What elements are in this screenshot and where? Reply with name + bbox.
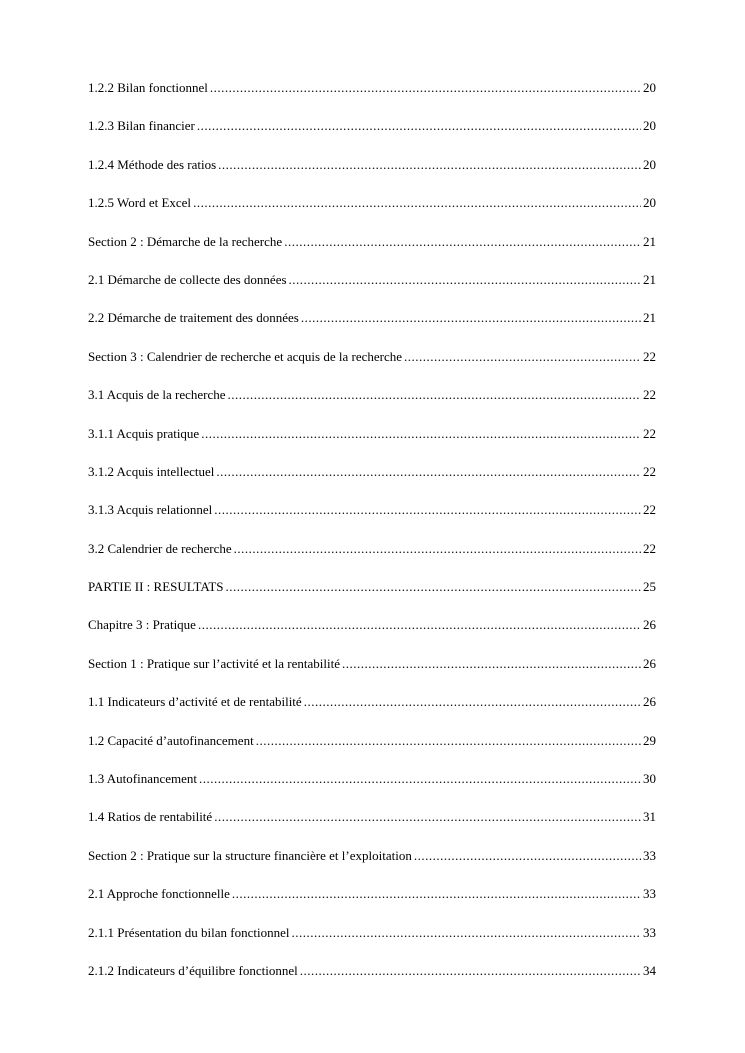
toc-entry[interactable]	[88, 425, 656, 463]
toc-dot-leader	[228, 386, 641, 403]
toc-page-number: 30	[643, 771, 656, 787]
toc-entry-title: 1.2.5 Word et Excel	[88, 195, 192, 211]
toc-page-number: 22	[643, 540, 656, 556]
toc-dot-leader	[214, 808, 641, 825]
toc-dot-leader	[232, 885, 641, 902]
toc-entry[interactable]	[88, 962, 656, 1000]
toc-page-number: 34	[643, 962, 656, 978]
toc-entry[interactable]	[88, 808, 656, 846]
toc-entry[interactable]	[88, 924, 656, 962]
toc-dot-leader	[284, 233, 641, 250]
toc-dot-leader	[289, 271, 641, 288]
toc-dot-leader	[300, 962, 641, 979]
toc-page-number: 33	[643, 886, 656, 902]
toc-page-number: 22	[643, 425, 656, 441]
toc-page-number: 21	[643, 233, 656, 249]
toc-page-number: 22	[643, 502, 656, 518]
toc-entry-title: 2.2 Démarche de traitement des données	[88, 310, 299, 326]
toc-entry[interactable]	[88, 309, 656, 347]
toc-dot-leader	[304, 693, 641, 710]
toc-entry-title: Section 2 : Pratique sur la structure financière et l’exploitation	[88, 847, 412, 863]
toc-page-number: 26	[643, 694, 656, 710]
toc-page-number: 33	[643, 924, 656, 940]
toc-entry-title: 3.1 Acquis de la recherche	[88, 387, 226, 403]
toc-entry-title: 3.1.2 Acquis intellectuel	[88, 463, 215, 479]
toc-entry[interactable]	[88, 501, 656, 539]
toc-entry-title: 1.2 Capacité d’autofinancement	[88, 732, 254, 748]
toc-page-number: 26	[643, 617, 656, 633]
toc-entry-title: 1.2.2 Bilan fonctionnel	[88, 80, 208, 95]
table-of-contents	[88, 79, 656, 1000]
toc-entry[interactable]	[88, 770, 656, 808]
toc-entry-title: PARTIE II : RESULTATS	[88, 579, 224, 595]
toc-entry[interactable]	[88, 847, 656, 885]
toc-page-number: 20	[643, 118, 656, 134]
toc-dot-leader	[291, 924, 641, 941]
toc-entry[interactable]	[88, 271, 656, 309]
toc-entry[interactable]	[88, 540, 656, 578]
toc-entry-title: 3.1.1 Acquis pratique	[88, 425, 200, 441]
toc-entry[interactable]	[88, 194, 656, 232]
toc-entry[interactable]	[88, 233, 656, 271]
toc-entry[interactable]	[88, 156, 656, 194]
toc-dot-leader	[226, 578, 641, 595]
toc-entry-title: 2.1 Démarche de collecte des données	[88, 271, 287, 287]
toc-dot-leader	[414, 847, 641, 864]
toc-dot-leader	[216, 463, 641, 480]
toc-dot-leader	[197, 117, 641, 134]
toc-entry[interactable]	[88, 463, 656, 501]
toc-entry-title: 2.1 Approche fonctionnelle	[88, 886, 230, 902]
toc-dot-leader	[256, 732, 641, 749]
toc-dot-leader	[210, 79, 641, 96]
toc-entry-title: 1.3 Autofinancement	[88, 771, 198, 787]
toc-entry[interactable]	[88, 885, 656, 923]
toc-dot-leader	[199, 770, 641, 787]
toc-page-number: 33	[643, 847, 656, 863]
toc-entry[interactable]	[88, 732, 656, 770]
toc-entry-title: 3.1.3 Acquis relationnel	[88, 502, 213, 518]
toc-dot-leader	[201, 425, 641, 442]
toc-entry-title: 2.1.1 Présentation du bilan fonctionnel	[88, 924, 290, 940]
toc-dot-leader	[193, 194, 641, 211]
toc-entry-title: 1.1 Indicateurs d’activité et de rentabilité	[88, 694, 302, 710]
toc-entry[interactable]	[88, 348, 656, 386]
toc-entry-title: Section 2 : Démarche de la recherche	[88, 233, 283, 249]
toc-page-number: 20	[643, 80, 656, 95]
toc-page-number: 22	[643, 387, 656, 403]
toc-page-number: 25	[643, 579, 656, 595]
toc-dot-leader	[218, 156, 641, 173]
toc-entry-title: 1.2.4 Méthode des ratios	[88, 156, 217, 172]
toc-dot-leader	[404, 348, 641, 365]
toc-entry-title: Section 3 : Calendrier de recherche et acquis de la recherche	[88, 348, 402, 364]
toc-entry[interactable]	[88, 655, 656, 693]
toc-dot-leader	[214, 501, 641, 518]
toc-entry[interactable]	[88, 386, 656, 424]
toc-entry-title: 3.2 Calendrier de recherche	[88, 540, 232, 556]
toc-entry[interactable]	[88, 578, 656, 616]
toc-entry-title: Chapitre 3 : Pratique	[88, 617, 196, 633]
toc-entry-title: 1.2.3 Bilan financier	[88, 118, 195, 134]
toc-entry[interactable]	[88, 117, 656, 155]
toc-page-number: 26	[643, 655, 656, 671]
toc-entry-title: 1.4 Ratios de rentabilité	[88, 809, 213, 825]
toc-page-number: 29	[643, 732, 656, 748]
toc-page-number: 21	[643, 310, 656, 326]
toc-entry-title: Section 1 : Pratique sur l’activité et la rentabilité	[88, 655, 340, 671]
toc-page-number: 22	[643, 463, 656, 479]
toc-page-number: 21	[643, 271, 656, 287]
toc-dot-leader	[342, 655, 641, 672]
toc-dot-leader	[234, 540, 641, 557]
toc-dot-leader	[198, 616, 641, 633]
toc-page-number: 20	[643, 156, 656, 172]
toc-entry[interactable]	[88, 79, 656, 117]
toc-page-number: 22	[643, 348, 656, 364]
toc-dot-leader	[301, 309, 641, 326]
toc-entry-title: 2.1.2 Indicateurs d’équilibre fonctionnel	[88, 962, 298, 978]
toc-page-number: 31	[643, 809, 656, 825]
toc-entry[interactable]	[88, 693, 656, 731]
toc-page-number: 20	[643, 195, 656, 211]
toc-entry[interactable]	[88, 616, 656, 654]
